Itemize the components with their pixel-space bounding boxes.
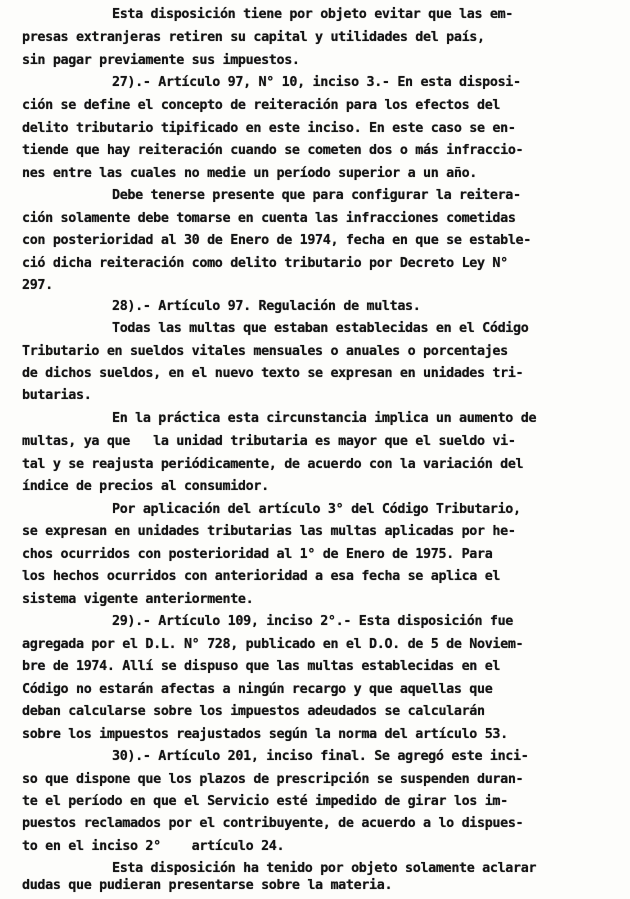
text-line: to en el inciso 2° artículo 24. xyxy=(22,839,285,854)
text-line: 28).- Artículo 97. Regulación de multas. xyxy=(112,299,421,314)
text-line: puestos reclamados por el contribuyente, de acuerdo a lo dispues- xyxy=(22,816,524,831)
text-line: delito tributario tipificado en este inciso. En este caso se en- xyxy=(22,121,516,136)
text-line: ción solamente debe tomarse en cuenta las infracciones cometidas xyxy=(22,211,516,226)
text-line: so que dispone que los plazos de prescripción se suspenden duran- xyxy=(22,772,524,787)
text-line: agregada por el D.L. N° 728, publicado en el D.O. de 5 de Noviem- xyxy=(22,637,524,652)
text-line: butarias. xyxy=(22,388,92,403)
text-line: de dichos sueldos, en el nuevo texto se expresan en unidades tri- xyxy=(22,366,524,381)
text-line: Esta disposición ha tenido por objeto solamente aclarar xyxy=(112,861,537,876)
text-line: tal y se reajusta periódicamente, de acuerdo con la variación del xyxy=(22,457,524,472)
text-line: Por aplicación del artículo 3° del Código Tributario, xyxy=(112,502,521,517)
text-line: ció dicha reiteración como delito tributario por Decreto Ley N° xyxy=(22,256,508,271)
text-line: te el período en que el Servicio esté impedido de girar los im- xyxy=(22,794,508,809)
text-line: se expresan en unidades tributarias las multas aplicadas por he- xyxy=(22,524,516,539)
text-line: índice de precios al consumidor. xyxy=(22,479,269,494)
text-line: tiende que hay reiteración cuando se cometen dos o más infraccio- xyxy=(22,143,524,158)
text-line: multas, ya que la unidad tributaria es mayor que el sueldo vi- xyxy=(22,434,516,449)
text-line: 29).- Artículo 109, inciso 2°.- Esta disposición fue xyxy=(112,614,514,629)
text-line: bre de 1974. Allí se dispuso que las multas establecidas en el xyxy=(22,659,501,674)
text-line: los hechos ocurridos con anterioridad a esa fecha se aplica el xyxy=(22,569,501,584)
text-line: En la práctica esta circunstancia implica un aumento de xyxy=(112,411,537,426)
text-line: presas extranjeras retiren su capital y utilidades del país, xyxy=(22,30,485,45)
text-line: sistema vigente anteriormente. xyxy=(22,592,254,607)
text-line: Esta disposición tiene por objeto evitar que las em- xyxy=(112,7,514,22)
text-line: nes entre las cuales no medie un período superior a un año. xyxy=(22,166,477,181)
text-line: chos ocurridos con posterioridad al 1° de Enero de 1975. Para xyxy=(22,547,493,562)
text-line: 27).- Artículo 97, N° 10, inciso 3.- En esta disposi- xyxy=(112,75,521,90)
text-line: sobre los impuestos reajustados según la norma del artículo 53. xyxy=(22,727,508,742)
text-line: Debe tenerse presente que para configurar la reitera- xyxy=(112,188,521,203)
text-line: sin pagar previamente sus impuestos. xyxy=(22,53,300,68)
text-line: 30).- Artículo 201, inciso final. Se agregó este inci- xyxy=(112,749,529,764)
text-line: Todas las multas que estaban establecidas en el Código xyxy=(112,321,529,336)
text-line: 297. xyxy=(22,278,53,293)
text-line: Tributario en sueldos vitales mensuales o anuales o porcentajes xyxy=(22,344,508,359)
text-line: deban calcularse sobre los impuestos adeudados se calcularán xyxy=(22,704,485,719)
text-line: ción se define el concepto de reiteración para los efectos del xyxy=(22,98,501,113)
text-line: dudas que pudieran presentarse sobre la materia. xyxy=(22,878,393,893)
text-line: con posterioridad al 30 de Enero de 1974, fecha en que se estable- xyxy=(22,233,531,248)
text-line: Código no estarán afectas a ningún recargo y que aquellas que xyxy=(22,682,493,697)
